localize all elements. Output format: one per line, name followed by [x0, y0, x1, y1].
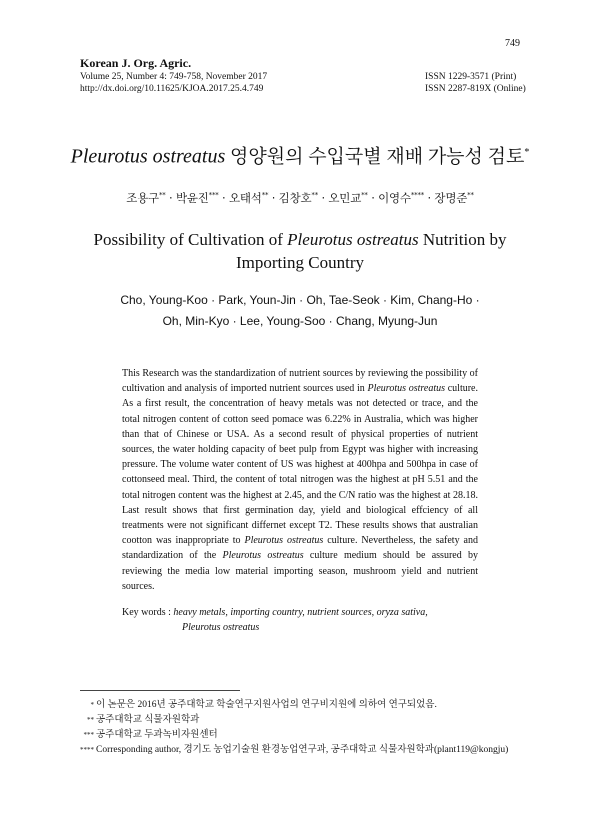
footnote: [80, 743, 540, 758]
keywords-list: heavy metals, importing country, nutrient sources, oryza sativa,: [173, 607, 428, 618]
abstract-text: culture medium should be assured by reviewing the media low material importing season, mushroom yield and nutrient sources.: [122, 550, 478, 592]
title-en-species: Pleurotus ostreatus: [287, 230, 419, 249]
author-mark: **: [158, 191, 166, 200]
author-ko: 박윤진: [175, 191, 209, 205]
author-ko: 김창호: [278, 191, 312, 205]
title-korean-text: 영양원의 수입국별 재배 가능성 검토: [225, 146, 525, 168]
title-korean: [0, 141, 600, 169]
title-english: [80, 228, 520, 274]
abstract-text: culture. As a first result, the concentration of heavy metals was not detected or trace, and the total nitrogen content of cotton seed pomace was 6.22% in Australia, which was higher than that of Chinese or USA. As a second result of physical properties of nutrient sources, the water holding capacity of beet pulp from Egypt was higher with increasing pressure. The volume water content of US was highest at 400hpa and 500hpa in case of cottonseed meal. Third, the content of total nitrogen was the highest at pH 5.51 and the total nitrogen content was the highest at 2.45, and the C/N ratio was the highest at 28.18. Last result shows that first germination day, yield and biological effciency of all treatments were not significant differnet except T2. These results shows that australian cootton was inappropriate to: [122, 383, 478, 547]
footnote-mark: *: [90, 701, 94, 709]
issn-print: ISSN 1229-3571 (Print): [425, 72, 517, 82]
author-ko: 이영수: [378, 191, 411, 205]
author-mark: **: [467, 191, 474, 200]
footnotes: [80, 698, 540, 758]
abstract-text: culture. Nevertheless, the safety and standardization of the: [122, 535, 478, 562]
abstract-species: Pleurotus ostreatus: [244, 535, 324, 547]
author-ko: 오민교: [328, 191, 362, 205]
abstract-text: This Research was the standardization of nutrient sources by reviewing the possibility of cultivation and analysis of imported nutrient sources used in: [122, 368, 478, 395]
footnote-mark: ****: [80, 746, 94, 754]
title-en-part: Possibility of Cultivation of: [93, 230, 288, 249]
author-ko: 조용구: [126, 191, 159, 205]
title-footnote-mark: *: [524, 147, 530, 158]
abstract: [122, 366, 478, 594]
footnote-mark: **: [87, 716, 94, 724]
footnote-text: 공주대학교 두과녹비자원센터: [96, 730, 218, 740]
authors-en-line: Cho, Young-Koo · Park, Youn-Jin · Oh, Tae-Seok · Kim, Chang-Ho ·: [120, 293, 480, 307]
author-mark: **: [311, 191, 319, 200]
author-mark: **: [261, 191, 269, 200]
issn-online: ISSN 2287-819X (Online): [425, 84, 526, 94]
keywords: [122, 605, 428, 635]
footnote: [80, 713, 540, 728]
author-ko: 장명준: [434, 191, 468, 205]
authors-en-line: Oh, Min-Kyo · Lee, Young-Soo · Chang, Myung-Jun: [162, 314, 438, 328]
abstract-species: Pleurotus ostreatus: [222, 550, 304, 562]
doi-link[interactable]: http://dx.doi.org/10.11625/KJOA.2017.25.4.749: [80, 84, 264, 94]
page-number: 749: [505, 38, 520, 49]
footnote-divider: [80, 690, 240, 691]
footnote-text: Corresponding author, 경기도 농업기술원 환경농업연구과, 공주대학교 식물자원학과(plant119@kongju): [96, 745, 509, 755]
authors-english: [90, 290, 510, 332]
volume-info: Volume 25, Number 4: 749-758, November 2017: [80, 72, 268, 82]
author-ko: 오태석: [228, 191, 262, 205]
keywords-label: Key words :: [122, 607, 174, 618]
journal-name: Korean J. Org. Agric.: [80, 56, 192, 70]
footnote: [80, 728, 540, 743]
footnote-text: 공주대학교 식물자원학과: [96, 715, 200, 725]
keywords-list-cont: Pleurotus ostreatus: [182, 622, 260, 633]
author-mark: ****: [410, 191, 425, 200]
authors-korean: 조용구** · 박윤진*** · 오태석** · 김창호** · 오민교** · 이영수**** · 장명준**: [126, 191, 474, 205]
author-mark: ***: [208, 191, 219, 200]
footnote: [80, 698, 540, 713]
footnote-mark: ***: [83, 731, 94, 739]
title-en-part: Nutrition by Importing Country: [236, 230, 507, 272]
abstract-species: Pleurotus ostreatus: [367, 383, 446, 395]
title-species: Pleurotus ostreatus: [70, 145, 226, 168]
author-mark: **: [361, 191, 368, 200]
footnote-text: 이 논문은 2016년 공주대학교 학술연구지원사업의 연구비지원에 의하여 연구되었음.: [96, 700, 437, 710]
